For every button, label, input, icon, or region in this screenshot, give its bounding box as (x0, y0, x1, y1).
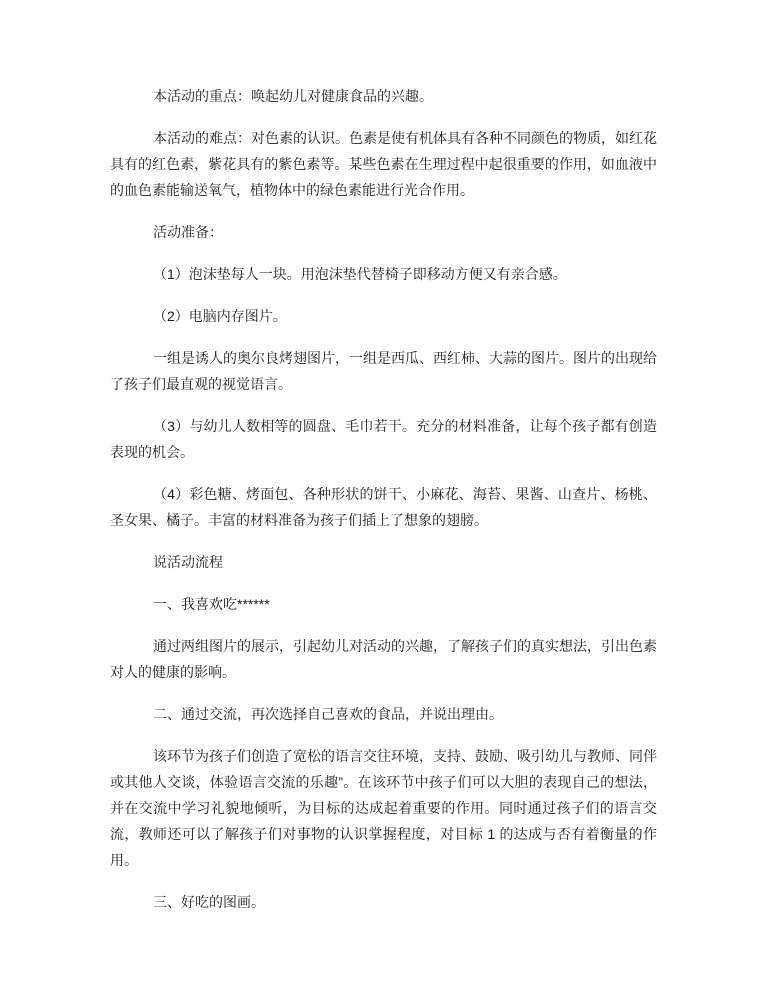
document-page (110, 83, 657, 931)
paragraph-prep-item-3: （3）与幼儿人数相等的圆盘、毛巾若干。充分的材料准备，让每个孩子都有创造表现的机会。 (110, 418, 657, 460)
paragraph-step-3-heading: 三、好吃的图画。 (153, 894, 265, 910)
paragraph-prep-item-2-detail: 一组是诱人的奥尔良烤翅图片，一组是西瓜、西红柿、大蒜的图片。图片的出现给了孩子们最直观的视觉语言。 (110, 350, 657, 392)
paragraph-preparation-heading: 活动准备： (153, 224, 223, 240)
paragraph-prep-item-2: （2）电脑内存图片。 (153, 308, 287, 324)
paragraph-activity-difficulty: 本活动的难点：对色素的认识。色素是使有机体具有各种不同颜色的物质，如红花具有的红色素，紫花具有的紫色素等。某些色素在生理过程中起很重要的作用，如血液中的血色素能输送氧气，植物体中的绿色素能进行光合作用。 (110, 130, 657, 198)
paragraph-step-1-detail: 通过两组图片的展示，引起幼儿对活动的兴趣，了解孩子们的真实想法，引出色素对人的健康的影响。 (110, 638, 657, 680)
paragraph-step-1-heading: 一、我喜欢吃****** (153, 596, 270, 612)
paragraph-step-2-detail: 该环节为孩子们创造了宽松的语言交往环境，支持、鼓励、吸引幼儿与教师、同伴或其他人交谈，体验语言交流的乐趣”。在该环节中孩子们可以大胆的表现自己的想法，并在交流中学习礼貌地倾听，为目标的达成起着重要的作用。同时通过孩子们的语言交流，教师还可以了解孩子们对事物的认识掌握程度，对目标 1 的达成与否有着衡量的作用。 (110, 748, 657, 868)
paragraph-activity-key-point: 本活动的重点：唤起幼儿对健康食品的兴趣。 (153, 88, 433, 104)
paragraph-prep-item-1: （1）泡沫垫每人一块。用泡沫垫代替椅子即移动方便又有亲合感。 (153, 266, 567, 282)
paragraph-prep-item-4: （4）彩色糖、烤面包、各种形状的饼干、小麻花、海苔、果酱、山查片、杨桃、圣女果、橘子。丰富的材料准备为孩子们插上了想象的翅膀。 (110, 486, 657, 528)
paragraph-process-heading: 说活动流程 (153, 554, 223, 570)
paragraph-step-2-heading: 二、通过交流，再次选择自己喜欢的食品，并说出理由。 (153, 706, 503, 722)
